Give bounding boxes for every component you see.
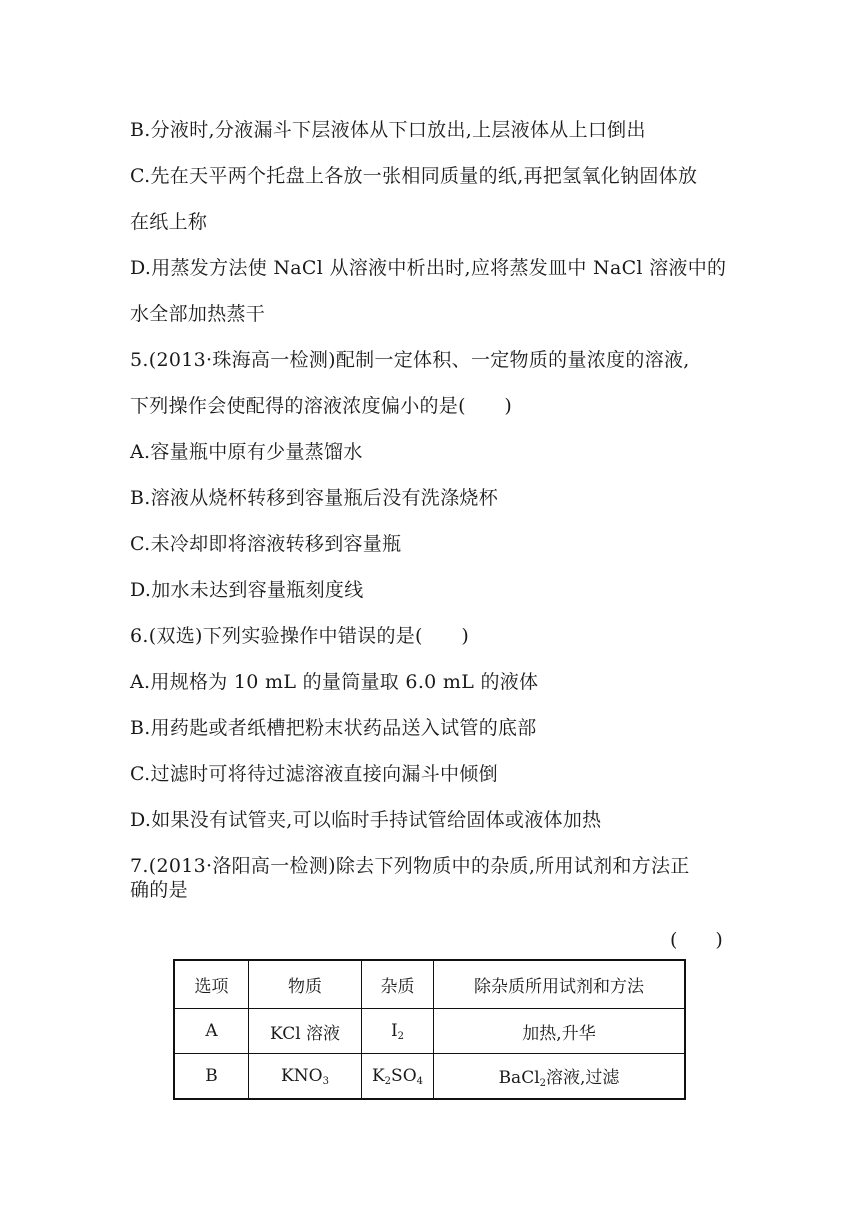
answer-blank: ( ) [670, 929, 723, 951]
row-a-method: 加热,升华 [434, 1009, 686, 1054]
table-header-row [174, 960, 685, 1009]
question-7-stem-continued: 确的是 [130, 879, 188, 901]
row-b-option: B [174, 1054, 249, 1100]
question-5-stem-continued: 下列操作会使配得的溶液浓度偏小的是( ) [130, 395, 513, 417]
header-method: 除杂质所用试剂和方法 [434, 960, 686, 1009]
option-a-q5: A.容量瓶中原有少量蒸馏水 [130, 441, 363, 463]
row-b-substance: $KNO_3$ [249, 1054, 362, 1100]
option-d-q5: D.加水未达到容量瓶刻度线 [130, 579, 364, 601]
row-a-substance: KCl 溶液 [249, 1009, 362, 1054]
row-b-impurity: $K_2SO_4$ [362, 1054, 434, 1100]
row-b-method: BaCl$_2$溶液,过滤 [434, 1054, 686, 1100]
option-c-q4-continued: 在纸上称 [130, 211, 208, 233]
options-table [173, 959, 686, 1100]
option-b-q6: B.用药匙或者纸槽把粉末状药品送入试管的底部 [130, 717, 537, 739]
question-7-stem: 7.(2013·洛阳高一检测)除去下列物质中的杂质,所用试剂和方法正 [130, 855, 690, 877]
option-d-q4-continued: 水全部加热蒸干 [130, 303, 266, 325]
table-row [174, 1054, 685, 1100]
option-d-q4: D.用蒸发方法使 NaCl 从溶液中析出时,应将蒸发皿中 NaCl 溶液中的 [130, 257, 727, 279]
row-a-impurity: $I_2$ [362, 1009, 434, 1054]
option-b-q4: B.分液时,分液漏斗下层液体从下口放出,上层液体从上口倒出 [130, 119, 646, 141]
header-substance: 物质 [249, 960, 362, 1009]
option-b-q5: B.溶液从烧杯转移到容量瓶后没有洗涤烧杯 [130, 487, 499, 509]
header-impurity: 杂质 [362, 960, 434, 1009]
option-d-q6: D.如果没有试管夹,可以临时手持试管给固体或液体加热 [130, 809, 602, 831]
question-5-stem: 5.(2013·珠海高一检测)配制一定体积、一定物质的量浓度的溶液, [130, 349, 690, 371]
option-c-q5: C.未冷却即将溶液转移到容量瓶 [130, 533, 402, 555]
question-6-stem: 6.(双选)下列实验操作中错误的是( ) [130, 625, 470, 647]
header-option: 选项 [174, 960, 249, 1009]
table-row [174, 1009, 685, 1054]
row-a-option: A [174, 1009, 249, 1054]
option-c-q4: C.先在天平两个托盘上各放一张相同质量的纸,再把氢氧化钠固体放 [130, 165, 698, 187]
option-c-q6: C.过滤时可将待过滤溶液直接向漏斗中倾倒 [130, 763, 498, 785]
option-a-q6: A.用规格为 10 mL 的量筒量取 6.0 mL 的液体 [130, 671, 539, 693]
